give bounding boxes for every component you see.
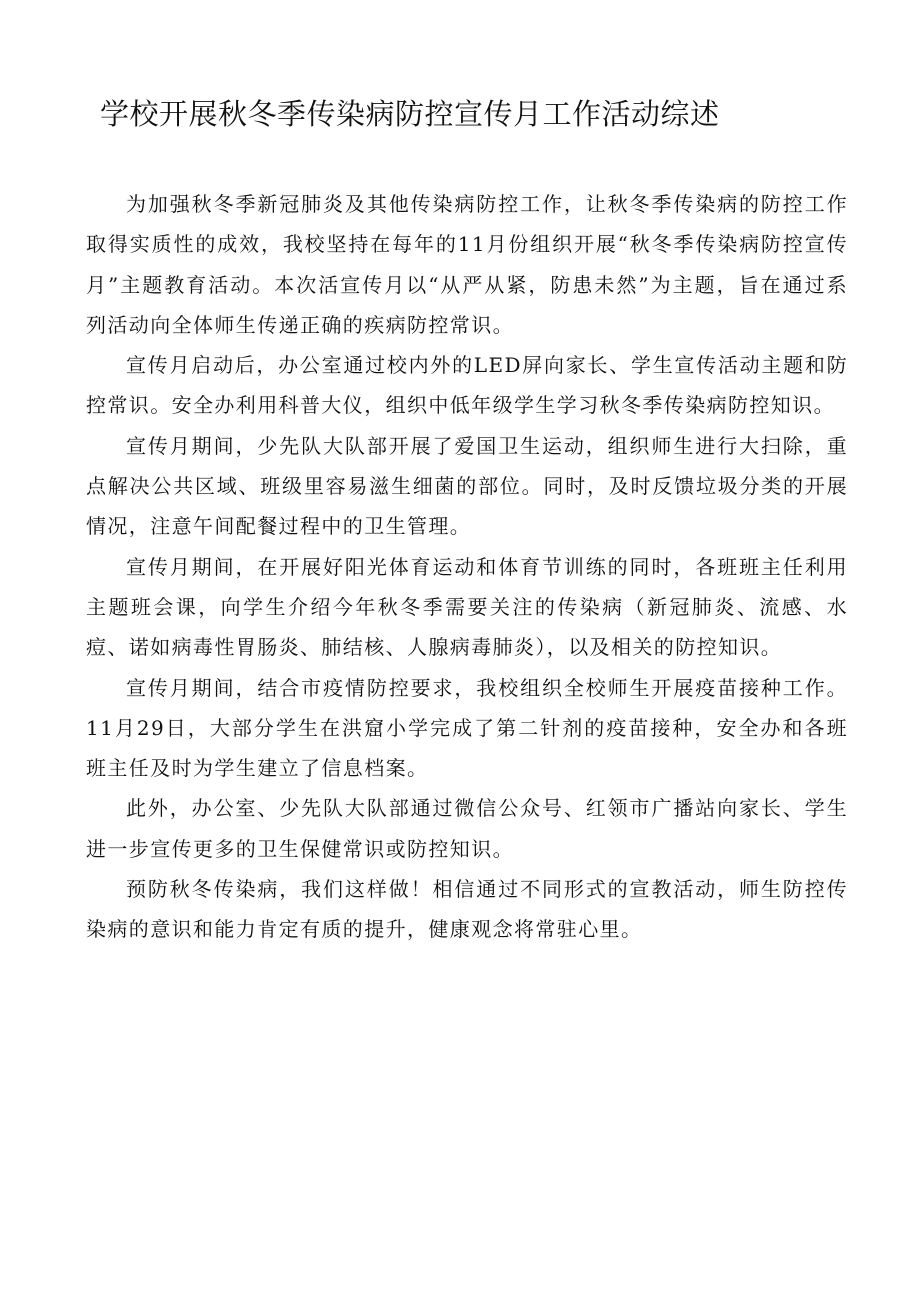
paragraph-conclusion: 预防秋冬传染病，我们这样做！相信通过不同形式的宣教活动，师生防控传染病的意识和能力肯定有质的提升，健康观念将常驻心里。	[86, 877, 848, 942]
paragraph-vaccination: 宣传月期间，结合市疫情防控要求，我校组织全校师生开展疫苗接种工作。11月29日，大部分学生在洪窟小学完成了第二针剂的疫苗接种，安全办和各班班主任及时为学生建立了信息档案。	[86, 675, 848, 781]
document-title: 学校开展秋冬季传染病防控宣传月工作活动综述	[100, 97, 720, 131]
paragraph-sanitation: 宣传月期间，少先队大队部开展了爱国卫生运动，组织师生进行大扫除，重点解决公共区域、班级里容易滋生细菌的部位。同时，及时反馈垃圾分类的开展情况，注意午间配餐过程中的卫生管理。	[86, 433, 848, 539]
paragraph-publicity: 此外，办公室、少先队大队部通过微信公众号、红领市广播站向家长、学生进一步宣传更多的卫生保健常识或防控知识。	[86, 796, 848, 861]
document-body	[86, 184, 848, 950]
paragraph-launch: 宣传月启动后，办公室通过校内外的LED屏向家长、学生宣传活动主题和防控常识。安全办利用科普大仪，组织中低年级学生学习秋冬季传染病防控知识。	[86, 353, 848, 418]
paragraph-class-meetings: 宣传月期间，在开展好阳光体育运动和体育节训练的同时，各班班主任利用主题班会课，向学生介绍今年秋冬季需要关注的传染病（新冠肺炎、流感、水痘、诺如病毒性胃肠炎、肺结核、人腺病毒肺炎），以及相关的防控知识。	[86, 554, 848, 660]
paragraph-intro: 为加强秋冬季新冠肺炎及其他传染病防控工作，让秋冬季传染病的防控工作取得实质性的成效，我校坚持在每年的11月份组织开展“秋冬季传染病防控宣传月”主题教育活动。本次活宣传月以“从严从紧，防患未然”为主题，旨在通过系列活动向全体师生传递正确的疾病防控常识。	[86, 192, 848, 337]
